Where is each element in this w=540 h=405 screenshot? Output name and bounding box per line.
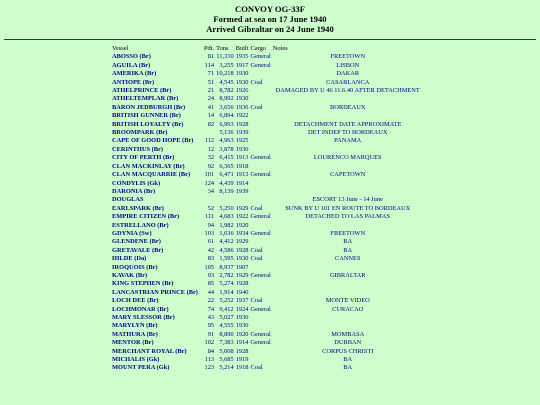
cell-cargo: Coal	[250, 204, 263, 212]
cell-tons: 5,027	[219, 314, 234, 321]
cell-notes	[272, 95, 424, 103]
cell-tons: 8,937	[219, 263, 234, 271]
table-row	[111, 205, 424, 213]
cell-tons: 3,656	[219, 103, 234, 111]
cell-notes	[272, 112, 424, 120]
cell-pdt: 124	[204, 179, 215, 187]
cell-vessel: HILDE (Da)	[112, 255, 147, 263]
cell-notes	[272, 322, 424, 330]
cell-built: 1929	[235, 271, 249, 279]
cell-tons: 9,412	[219, 305, 234, 313]
cell-pdt: 74	[207, 305, 215, 313]
cell-notes	[272, 163, 424, 171]
cell-vessel: ANTIOPE (Br)	[112, 78, 155, 86]
cell-tons: 8,139	[219, 187, 234, 195]
cell-built: 1928	[235, 347, 249, 355]
cell-pdt: 105	[204, 263, 215, 271]
table-row	[111, 364, 424, 372]
cell-notes: FREETOWN	[330, 53, 366, 61]
col-header-cargo: Cargo	[250, 45, 267, 52]
table-row	[111, 70, 424, 78]
cell-tons: 4,545	[219, 78, 234, 86]
cell-built: 1930	[235, 70, 249, 78]
cell-notes: DETACHED TO LAS PALMAS	[305, 213, 390, 221]
cell-built: 1917	[235, 61, 249, 69]
cell-built: 1930	[235, 145, 249, 153]
cell-pdt: 83	[207, 255, 215, 263]
cell-notes: SUNK BY U 101 EN ROUTE TO BORDEAUX	[285, 204, 411, 212]
table-row	[111, 272, 424, 280]
cell-vessel: AGUILA (Br)	[112, 61, 151, 69]
cell-notes: DAKAR	[336, 70, 360, 78]
cell-tons: 1,982	[219, 221, 234, 229]
cell-pdt: 41	[207, 103, 215, 111]
table-row	[111, 87, 424, 95]
page-title: CONVOY OG-33F	[235, 4, 305, 14]
cell-tons: 4,439	[219, 179, 234, 187]
cell-notes: BORDEAUX	[329, 103, 366, 111]
cell-tons: 1,914	[219, 288, 234, 296]
cell-vessel: GDYNIA (Sw)	[112, 229, 152, 237]
cell-notes: CURACAO	[332, 305, 364, 313]
cell-built: 1936	[235, 103, 249, 111]
table-row	[111, 129, 424, 137]
cell-tons: 4,963	[219, 137, 234, 145]
cell-cargo	[250, 129, 272, 137]
cell-vessel: MERCHANT ROYAL (Br)	[112, 347, 187, 355]
cell-cargo: General	[250, 61, 271, 69]
table-row	[111, 112, 424, 120]
table-row	[111, 255, 424, 263]
cell-notes	[272, 222, 424, 230]
cell-notes: DETACHMENT DATE APPROXIMATE	[294, 120, 402, 128]
cell-vessel: CITY OF PERTH (Br)	[112, 154, 175, 162]
table-row	[111, 222, 424, 230]
cell-cargo: Coal	[250, 78, 263, 86]
cell-cargo	[250, 70, 272, 78]
cell-cargo	[250, 348, 272, 356]
cell-pdt: 113	[204, 356, 215, 364]
table-row	[111, 339, 424, 347]
cell-vessel: MATHURA (Br)	[112, 330, 158, 338]
cell-pdt: 95	[207, 322, 215, 330]
cell-pdt	[203, 196, 215, 204]
cell-cargo: General	[250, 229, 271, 237]
cell-vessel: ABOSSO (Br)	[112, 53, 151, 61]
table-row	[111, 180, 424, 188]
cell-cargo: Coal	[250, 297, 263, 305]
cell-pdt	[203, 129, 215, 137]
cell-built: 1928	[235, 280, 249, 288]
cell-built: 1922	[235, 112, 249, 120]
cell-notes: LOURENCO MARQUES	[313, 154, 382, 162]
cell-built: 1928	[235, 120, 249, 128]
cell-vessel: CLAN MACQUARRIE (Br)	[112, 171, 191, 179]
cell-cargo: Coal	[250, 364, 263, 372]
cell-pdt: 111	[205, 213, 215, 221]
cell-built: 1940	[235, 288, 249, 296]
cell-built: 1919	[235, 356, 249, 364]
cell-notes: BA	[343, 246, 353, 254]
cell-built: 1926	[235, 87, 249, 95]
cell-pdt: 52	[207, 204, 215, 212]
cell-built: 1930	[235, 314, 249, 321]
cell-built: 1934	[235, 229, 249, 237]
cell-pdt: 114	[204, 61, 215, 69]
cell-pdt: 91	[207, 330, 215, 338]
cell-tons: 5,685	[219, 356, 234, 364]
cell-cargo	[250, 196, 272, 204]
col-header-notes: Notes	[272, 45, 288, 52]
cell-vessel: CLAN MACKINLAY (Br)	[112, 162, 185, 170]
cell-vessel: AMERIKA (Br)	[112, 70, 157, 78]
cell-cargo: General	[250, 154, 271, 162]
cell-vessel: KAVAK (Br)	[112, 271, 148, 279]
cell-built: 1913	[235, 154, 249, 162]
col-header-pdt: Pdt.	[204, 45, 215, 52]
table-row	[111, 230, 424, 238]
page-header	[0, 0, 540, 34]
cell-tons	[215, 196, 235, 204]
cell-built: 1939	[235, 129, 249, 137]
table-row	[111, 247, 424, 255]
cell-notes: DET INDEP TO BORDEAUX	[307, 129, 388, 137]
cell-tons: 4,412	[219, 238, 234, 246]
cell-notes: CANNES	[334, 255, 361, 263]
cell-built: 1930	[235, 322, 249, 330]
cell-vessel: MENTOR (Br)	[112, 339, 154, 347]
cell-cargo: General	[250, 171, 271, 179]
cell-tons: 5,136	[219, 129, 234, 137]
table-row	[111, 322, 424, 330]
cell-pdt: 21	[207, 87, 215, 95]
cell-cargo	[250, 280, 272, 288]
cell-built: 1922	[235, 213, 249, 221]
col-header-vessel: Vessel	[112, 45, 129, 52]
cell-vessel: BARON JEDBURGH (Br)	[112, 103, 186, 111]
cell-tons: 1,636	[219, 229, 234, 237]
cell-notes: MOMBASA	[331, 330, 365, 338]
cell-vessel: MARYLYN (Br)	[112, 322, 158, 330]
cell-vessel: LOCHMONAR (Br)	[112, 305, 169, 313]
cell-notes: BA	[343, 238, 353, 246]
cell-pdt: 81	[207, 53, 215, 61]
cell-built: 1914	[235, 179, 249, 187]
cell-tons: 6,471	[219, 171, 234, 179]
cell-built: 1930	[235, 95, 249, 103]
cell-cargo	[250, 322, 272, 330]
cell-vessel: ATHELPRINCE (Br)	[112, 87, 172, 95]
cell-vessel: DOUGLAS	[112, 196, 144, 204]
cell-tons: 3,878	[219, 145, 234, 153]
cell-vessel: KING STEPHEN (Br)	[112, 280, 174, 288]
table-row	[111, 289, 424, 297]
cell-tons: 10,218	[216, 70, 234, 78]
cell-vessel: GLENDENE (Br)	[112, 238, 161, 246]
cell-built: 1918	[235, 364, 249, 372]
cell-tons: 5,008	[219, 347, 234, 355]
cell-built: 1913	[235, 171, 249, 179]
table-row	[111, 62, 424, 70]
cell-built: 1928	[235, 246, 249, 254]
cell-pdt: 43	[207, 314, 215, 321]
cell-pdt: 93	[207, 271, 215, 279]
cell-tons: 11,330	[216, 53, 234, 61]
cell-cargo	[250, 163, 272, 171]
cell-tons: 6,415	[219, 154, 234, 162]
cell-tons: 8,890	[219, 330, 234, 338]
cell-tons: 6,894	[219, 112, 234, 120]
cell-notes: DURBAN	[334, 339, 362, 347]
cell-built: 1920	[235, 221, 249, 229]
cell-vessel: DARONIA (Br)	[112, 187, 156, 195]
cell-pdt: 12	[207, 145, 215, 153]
cell-built: 1907	[235, 263, 249, 271]
cell-tons: 4,683	[219, 213, 234, 221]
cell-tons: 4,555	[219, 322, 234, 330]
cell-notes	[272, 146, 424, 154]
cell-cargo: General	[250, 271, 271, 279]
table-row	[111, 356, 424, 364]
cell-built: 1930	[235, 78, 249, 86]
cell-tons: 7,383	[219, 339, 234, 347]
cell-vessel: CAPE OF GOOD HOPE (Br)	[112, 137, 194, 145]
table-row	[111, 163, 424, 171]
cell-built: 1924	[235, 305, 249, 313]
cell-pdt: 102	[204, 339, 215, 347]
cell-cargo: General	[250, 339, 271, 347]
cell-pdt: 112	[204, 137, 215, 145]
table-body	[111, 53, 424, 372]
cell-cargo: General	[250, 213, 271, 221]
cell-vessel: CONDYLIS (Gk)	[112, 179, 161, 187]
cell-notes	[272, 264, 424, 272]
cell-cargo	[250, 146, 272, 154]
table-row	[111, 331, 424, 339]
cell-tons: 6,993	[219, 120, 234, 128]
header-divider	[4, 39, 536, 40]
cell-tons: 5,274	[219, 280, 234, 288]
cell-notes	[272, 188, 424, 196]
table-row	[111, 171, 424, 179]
cell-cargo: General	[250, 330, 271, 338]
cell-pdt: 24	[207, 95, 215, 103]
table-row	[111, 188, 424, 196]
cell-notes: ESCORT 13 June - 14 June	[312, 196, 383, 204]
cell-notes	[272, 280, 424, 288]
cell-pdt: 22	[207, 297, 215, 305]
cell-vessel: MARY SLESSOR (Br)	[112, 314, 175, 321]
cell-notes: PANAMA	[334, 137, 362, 145]
cell-tons: 5,252	[219, 297, 234, 305]
cell-cargo	[250, 356, 272, 364]
cell-pdt: 94	[207, 221, 215, 229]
cell-cargo	[250, 112, 272, 120]
cell-vessel: LANCASTRIAN PRINCE (Br)	[112, 288, 198, 296]
cell-built	[235, 196, 250, 204]
cell-vessel: BRITISH GUNNER (Br)	[112, 112, 181, 120]
cell-notes: DAMAGED BY U 46 11.6.40 AFTER DETACHMENT	[275, 87, 420, 95]
cell-cargo	[250, 314, 272, 322]
cell-notes	[272, 180, 424, 188]
table-row	[111, 121, 424, 129]
cell-notes: FREETOWN	[330, 229, 366, 237]
cell-pdt: 103	[204, 229, 215, 237]
arrived-line: Arrived Gibraltar on 24 June 1940	[206, 24, 334, 34]
cell-cargo: General	[250, 305, 271, 313]
cell-cargo	[250, 180, 272, 188]
cell-pdt: 42	[207, 246, 215, 254]
cell-vessel: BROOMPARK (Br)	[112, 129, 168, 137]
cell-pdt: 51	[207, 78, 215, 86]
cell-cargo	[250, 238, 272, 246]
cell-vessel: BRITISH LOYALTY (Br)	[112, 120, 184, 128]
table-row	[111, 348, 424, 356]
table-row	[111, 306, 424, 314]
cell-vessel: EARLSPARK (Br)	[112, 204, 164, 212]
table-row	[111, 104, 424, 112]
cell-pdt: 32	[207, 154, 215, 162]
cell-vessel: CERINTHUS (Br)	[112, 145, 163, 153]
cell-tons: 5,250	[219, 204, 234, 212]
cell-vessel: ATHELTEMPLAR (Br)	[112, 95, 179, 103]
table-header-row	[111, 45, 424, 53]
cell-tons: 8,992	[219, 95, 234, 103]
cell-notes: LISBON	[336, 61, 360, 69]
cell-vessel: MICHALIS (Gk)	[112, 356, 160, 364]
cell-notes	[272, 314, 424, 322]
cell-built: 1930	[235, 255, 249, 263]
cell-built: 1918	[235, 162, 249, 170]
cell-vessel: MOUNT PERA (Gk)	[112, 364, 170, 372]
cell-tons: 6,365	[219, 162, 234, 170]
table-row	[111, 146, 424, 154]
cell-pdt: 123	[204, 364, 215, 372]
cell-tons: 8,782	[219, 87, 234, 95]
cell-pdt: 14	[207, 112, 215, 120]
cell-pdt: 44	[207, 288, 215, 296]
cell-tons: 5,214	[219, 364, 234, 372]
cell-cargo	[250, 137, 272, 145]
cell-pdt: 85	[207, 280, 215, 288]
cell-cargo	[250, 264, 272, 272]
cell-vessel: EMPIRE CITIZEN (Br)	[112, 213, 180, 221]
table-row	[111, 95, 424, 103]
cell-pdt: 92	[207, 162, 215, 170]
table-row	[111, 213, 424, 221]
cell-cargo	[250, 289, 272, 297]
cell-cargo	[250, 95, 272, 103]
cell-vessel: ESTRELLANO (Br)	[112, 221, 169, 229]
cell-notes: MONTE VIDEO	[325, 297, 370, 305]
cell-notes: BA	[343, 364, 353, 372]
cell-notes	[272, 289, 424, 297]
table-row	[111, 53, 424, 61]
table-row	[111, 264, 424, 272]
table-row	[111, 314, 424, 322]
cell-tons: 4,586	[219, 246, 234, 254]
cell-pdt: 61	[207, 238, 215, 246]
cell-vessel: IROQUOIS (Br)	[112, 263, 158, 271]
cell-built: 1925	[235, 137, 249, 145]
table-row	[111, 280, 424, 288]
cell-cargo: Coal	[250, 255, 263, 263]
cell-cargo	[250, 222, 272, 230]
cell-cargo	[250, 188, 272, 196]
cell-built: 1937	[235, 297, 249, 305]
cell-built: 1920	[235, 330, 249, 338]
table-row	[111, 154, 424, 162]
cell-built: 1939	[235, 187, 249, 195]
convoy-table	[111, 45, 424, 373]
formed-line: Formed at sea on 17 June 1940	[213, 14, 327, 24]
table-row	[111, 137, 424, 145]
cell-cargo: Coal	[250, 246, 263, 254]
cell-cargo: General	[250, 53, 271, 61]
cell-cargo	[250, 121, 272, 129]
cell-pdt: 84	[207, 347, 215, 355]
table-row	[111, 238, 424, 246]
cell-vessel: GRETAVALE (Br)	[112, 246, 164, 254]
cell-pdt: 71	[207, 70, 215, 78]
col-header-built: Built	[235, 45, 249, 52]
cell-pdt: 101	[204, 171, 215, 179]
cell-built: 1914	[235, 339, 249, 347]
cell-pdt: 82	[207, 120, 215, 128]
cell-notes: CAPETOWN	[330, 171, 366, 179]
cell-cargo	[250, 87, 272, 95]
cell-built: 1929	[235, 204, 249, 212]
cell-pdt: 34	[207, 187, 215, 195]
cell-vessel: LOCH DEE (Br)	[112, 297, 159, 305]
cell-built: 1935	[235, 53, 249, 61]
table-row	[111, 297, 424, 305]
cell-tons: 2,782	[219, 271, 234, 279]
cell-notes: BA	[343, 356, 353, 364]
cell-notes: CORPUS CHRISTI	[322, 347, 374, 355]
table-row	[111, 196, 424, 204]
cell-cargo: Coal	[250, 103, 263, 111]
cell-tons: 3,255	[219, 61, 234, 69]
cell-tons: 1,595	[219, 255, 234, 263]
col-header-tons: Tons	[216, 45, 229, 52]
table-row	[111, 79, 424, 87]
cell-notes: GIBRALTAR	[330, 271, 366, 279]
cell-built: 1929	[235, 238, 249, 246]
cell-notes: CASABLANCA	[326, 78, 370, 86]
